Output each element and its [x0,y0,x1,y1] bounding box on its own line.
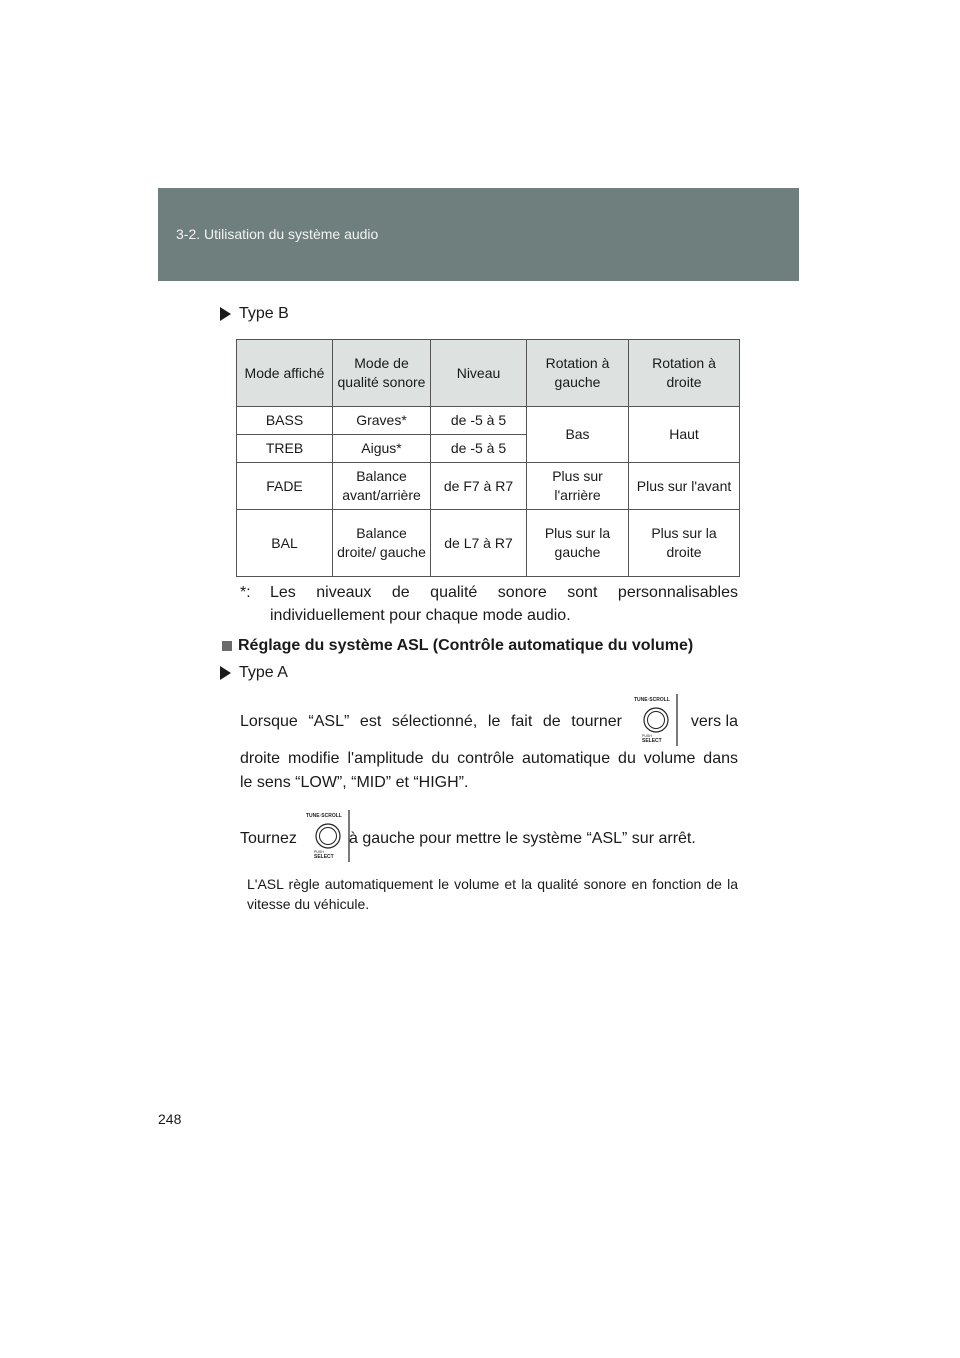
triangle-bullet-icon [220,666,231,680]
header-cell: Mode de qualité sonore [333,340,431,407]
paragraph1-line1-part1: Lorsque “ASL” est sélectionné, le fait de tourner [240,713,622,730]
asl-section-heading [222,637,693,655]
header-cell: Mode affiché [237,340,333,407]
type-b-label: Type B [239,305,289,322]
footnote-text: Les niveaux de qualité sonore sont personnalisables individuellement pour chaque mode audio. [270,584,738,624]
paragraph2-part1: Tournez [240,830,297,847]
header-cell: Rotation à gauche [527,340,629,407]
knob-top-label: TUNE·SCROLL [306,813,342,819]
table-row [237,463,740,510]
triangle-bullet-icon [220,307,231,321]
knob-bottom-label: SELECT [314,854,334,860]
table-cell: de F7 à R7 [431,463,527,510]
knob-top-label: TUNE·SCROLL [634,697,670,703]
table-row [237,510,740,577]
asl-section-title: Réglage du système ASL (Contrôle automatique du volume) [238,637,694,654]
paragraph1-line3: le sens “LOW”, “MID” et “HIGH”. [240,774,469,791]
asl-note: L'ASL règle automatiquement le volume et la qualité sonore en fonction de la vitesse du véhicule. [247,876,738,912]
table-cell: Plus sur la gauche [527,510,629,577]
table-cell: de -5 à 5 [431,435,527,463]
page-number: 248 [158,1111,182,1127]
table-cell: BASS [237,407,333,435]
table-cell: Plus sur l'avant [629,463,740,510]
paragraph1-line2: droite modifie l'amplitude du contrôle automatique du volume dans [240,750,738,767]
section-header [158,188,799,281]
table-header-row [237,340,740,407]
table-cell: Plus sur la droite [629,510,740,577]
table-row [237,407,740,435]
type-a-heading [220,664,288,682]
knob-small-label: PUSH [314,850,324,854]
paragraph2-part2: à gauche pour mettre le système “ASL” sur arrêt. [349,830,696,847]
tune-scroll-knob-icon [302,808,352,864]
table-cell: Haut [629,407,740,463]
table-cell: de L7 à R7 [431,510,527,577]
table-cell: BAL [237,510,333,577]
table-cell: de -5 à 5 [431,407,527,435]
section-title: 3-2. Utilisation du système audio [176,226,379,242]
knob-small-label: PUSH [642,734,652,738]
footnote-mark: *: [240,584,251,601]
knob-bottom-label: SELECT [642,738,662,744]
paragraph1-line1-part2: vers la [690,713,738,730]
table-cell: TREB [237,435,333,463]
header-cell: Rotation à droite [629,340,740,407]
sound-settings-table [236,339,740,577]
table-cell: Balance avant/arrière [333,463,431,510]
square-bullet-icon [222,641,232,651]
table-cell: FADE [237,463,333,510]
footnote [240,581,738,627]
table-cell: Graves* [333,407,431,435]
table-cell: Aigus* [333,435,431,463]
table-cell: Balance droite/ gauche [333,510,431,577]
type-b-heading [220,305,289,323]
table-cell: Plus sur l'arrière [527,463,629,510]
header-cell: Niveau [431,340,527,407]
table-cell: Bas [527,407,629,463]
tune-scroll-knob-icon [630,692,680,748]
type-a-label: Type A [239,664,288,681]
